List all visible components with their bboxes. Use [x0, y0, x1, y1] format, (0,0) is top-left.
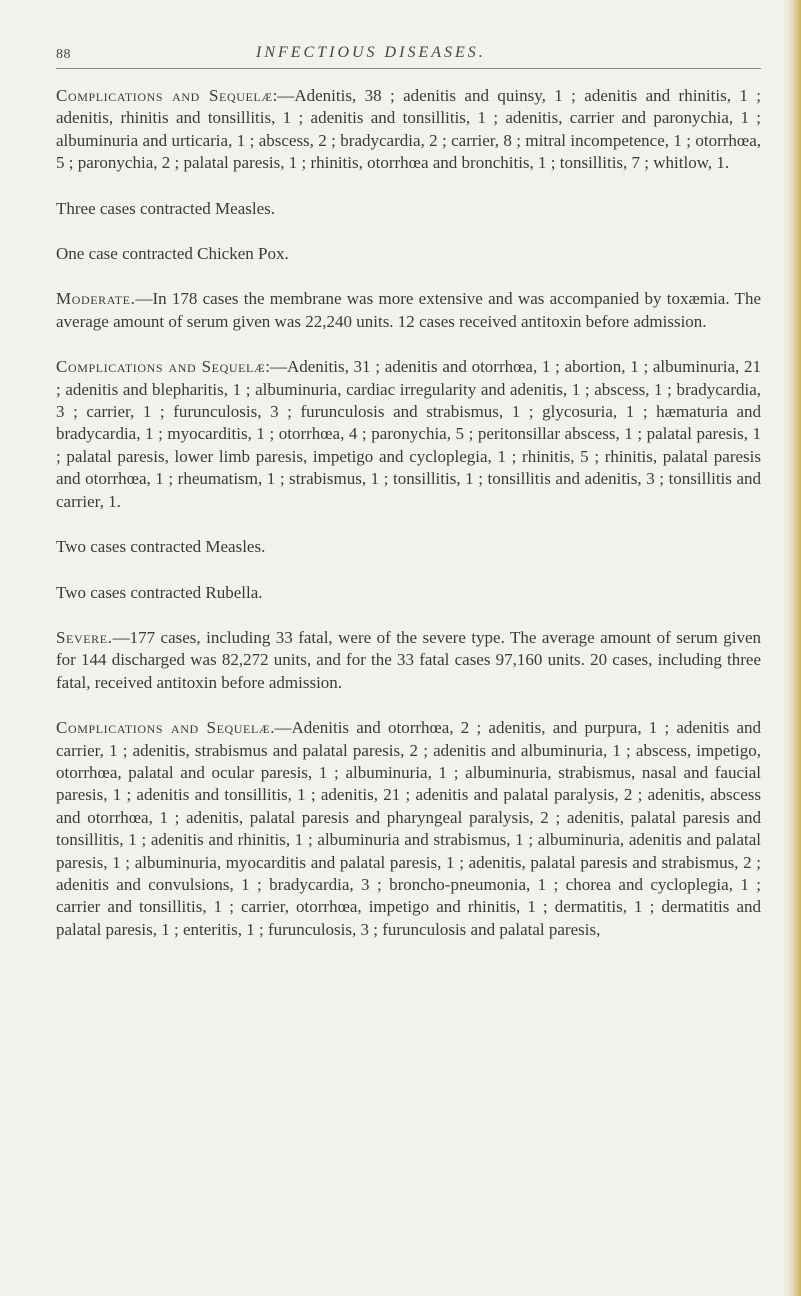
text-moderate: —In 178 cases the membrane was more extensive and was accompanied by toxæmia. The average amount of serum given was 22,240 units. 12 cases received antitoxin before admission. — [56, 289, 761, 331]
text-moderate-complications: :—Adenitis, 31 ; adenitis and otorrhœa, 1 ; abortion, 1 ; albuminuria, 21 ; adenitis and blepharitis, 1 ; albuminuria, cardiac irregularity and adenitis, 1 ; abscess, 1 ; bradycardia, 3 ; carrier, 1 ; furunculosis, 3 ; furunculosis and strabismus, 1 ; glycosuria, 1 ; hæmaturia and bradycardia, 1 ; myocarditis, 1 ; otorrhœa, 4 ; paronychia, 5 ; peritonsillar abscess, 1 ; palatal paresis, 1 ; palatal paresis, lower limb paresis, impetigo and cycloplegia, 1 ; rhinitis, 5 ; rhinitis, palatal paresis and otorrhœa, 1 ; rheumatism, 1 ; strabismus, 1 ; tonsillitis, 1 ; tonsillitis and adenitis, 3 ; tonsillitis and carrier, 1. — [56, 357, 762, 511]
label-complications: Complications and Sequelæ — [56, 357, 266, 377]
paragraph-moderate-measles: Two cases contracted Measles. — [56, 537, 266, 557]
paragraph-mild-chickenpox: One case contracted Chicken Pox. — [56, 244, 289, 264]
label-complications: Complications and Sequelæ — [56, 718, 271, 738]
paragraph-mild-complications — [56, 85, 761, 175]
header-rule — [56, 68, 761, 69]
paragraph-severe — [56, 627, 761, 694]
page-edge-shadow — [783, 0, 801, 1296]
page-body — [56, 85, 761, 941]
paragraph-moderate-complications — [56, 356, 761, 513]
label-complications: Complications and Sequelæ — [56, 86, 273, 105]
page-header — [56, 0, 761, 60]
book-page — [56, 0, 762, 939]
text-severe-complications: .—Adenitis and otorrhœa, 2 ; adenitis, and purpura, 1 ; adenitis and carrier, 1 ; adenitis, strabismus and palatal paresis, 2 ; adenitis and albuminuria, 1 ; abscess, impetigo, otorrhœa, palatal and ocular paresis, 1 ; albuminuria, 1 ; albuminuria, strabismus, nasal and faucial paresis, 1 ; adenitis and tonsillitis, 1 ; adenitis, 21 ; adenitis and palatal paralysis, 2 ; adenitis, abscess and otorrhœa, 1 ; adenitis, palatal paresis and pharyngeal paralysis, 2 ; adenitis, palatal paresis and tonsillitis, 1 ; adenitis and rhinitis, 1 ; albuminuria and strabismus, 1 ; albuminuria, adenitis and palatal paresis, 1 ; albuminuria, myocarditis and palatal paresis, 1 ; adenitis, palatal paresis and strabismus, 2 ; adenitis and convulsions, 1 ; bradycardia, 3 ; broncho-pneumonia, 1 ; chorea and cycloplegia, 1 ; carrier and tonsillitis, 1 ; carrier, otorrhœa, impetigo and rhinitis, 1 ; dermatitis, 1 ; dermatitis and palatal paresis, 1 ; enteritis, 1 ; furunculosis, 3 ; furunculosis and palatal paresis, — [56, 718, 761, 939]
running-title: INFECTIOUS DISEASES. — [256, 44, 486, 61]
paragraph-mild-measles: Three cases contracted Measles. — [56, 198, 275, 218]
label-severe: Severe. — [56, 627, 113, 647]
paragraph-moderate — [56, 288, 761, 333]
text-mild-complications: :—Adenitis, 38 ; adenitis and quinsy, 1 ; adenitis and rhinitis, 1 ; adenitis, rhinitis and tonsillitis, 1 ; adenitis and tonsillitis, 1 ; adenitis, carrier and paronychia, 1 ; albuminuria and urticaria, 1 ; abscess, 2 ; bradycardia, 2 ; carrier, 8 ; mitral incompetence, 1 ; otorrhœa, 5 ; paronychia, 2 ; palatal paresis, 1 ; rhinitis, otorrhœa and bronchitis, 1 ; tonsillitis, 7 ; whitlow, 1. — [56, 86, 761, 173]
label-moderate: Moderate. — [56, 289, 136, 309]
paragraph-moderate-rubella: Two cases contracted Rubella. — [56, 582, 263, 602]
paragraph-severe-complications — [56, 717, 761, 941]
text-severe: —177 cases, including 33 fatal, were of the severe type. The average amount of serum given for 144 discharged was 82,272 units, and for the 33 fatal cases 97,160 units. 20 cases, including three fatal, received antitoxin before admission. — [56, 627, 761, 692]
page-number: 88 — [56, 47, 71, 62]
